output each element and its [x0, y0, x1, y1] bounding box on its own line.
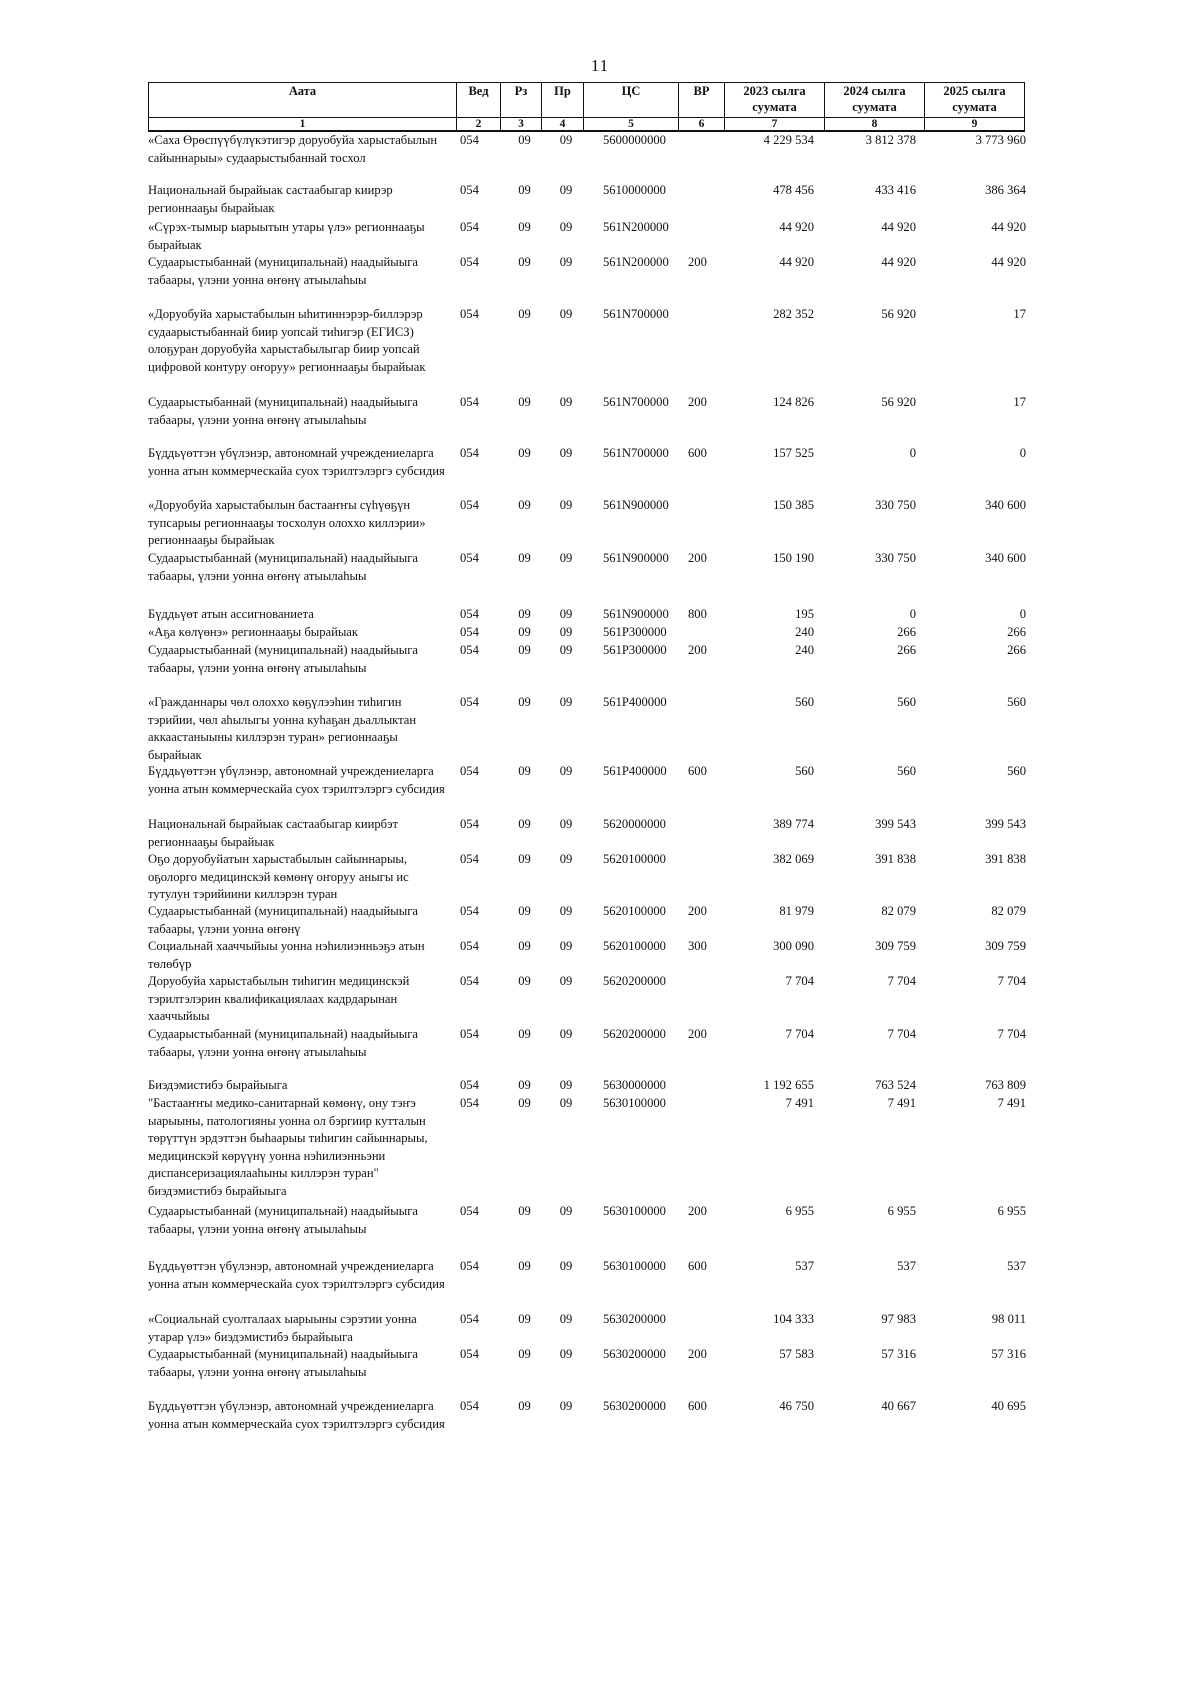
- row-pr: 09: [559, 1259, 573, 1273]
- row-rz: 09: [518, 643, 531, 657]
- table-row: [148, 938, 1028, 973]
- row-2025: 309 759: [985, 939, 1026, 953]
- row-2025: 82 079: [991, 904, 1026, 918]
- header-num-6: 6: [679, 118, 725, 132]
- row-rz: 09: [518, 1204, 531, 1218]
- row-2025: 40 695: [991, 1399, 1026, 1413]
- row-2023: 124 826: [773, 395, 814, 409]
- row-cs: 5620100000: [603, 939, 666, 953]
- row-cs: 5630200000: [603, 1312, 666, 1326]
- row-2024: 57 316: [881, 1347, 916, 1361]
- row-2025: 7 491: [997, 1096, 1026, 1110]
- row-rz: 09: [518, 695, 531, 709]
- row-pr: 09: [559, 551, 573, 565]
- header-num-2: 2: [457, 118, 501, 132]
- row-ved: 054: [460, 255, 479, 269]
- row-2025: 391 838: [985, 852, 1026, 866]
- row-2024: 7 704: [887, 974, 916, 988]
- row-name: «Доруобуйа харыстабылын бастааҥҥы сүһүөҕүн тупсарыы регионнааҕы тосхолун олоххо киллэрии» регионнааҕы бырайыак: [148, 498, 426, 548]
- row-name: Судаарыстыбаннай (муниципальнай) наадыйыыга табаары, үлэни уонна өҥөнү атыылаһыы: [148, 395, 418, 427]
- row-name: «Социальнай суолталаах ыарыыны сэрэтии уонна утарар үлэ» биэдэмистибэ бырайыыга: [148, 1312, 417, 1344]
- header-rz: Рз: [501, 83, 542, 118]
- row-pr: 09: [559, 133, 573, 147]
- row-cs: 5630100000: [603, 1204, 666, 1218]
- row-name: Судаарыстыбаннай (муниципальнай) наадыйыыга табаары, үлэни уонна өҥөнү атыылаһыы: [148, 1204, 418, 1236]
- row-pr: 09: [559, 1204, 573, 1218]
- row-ved: 054: [460, 1027, 479, 1041]
- header-2023: 2023 сылга суумата: [725, 83, 825, 118]
- row-vr: 800: [688, 607, 707, 621]
- row-cs: 5630200000: [603, 1347, 666, 1361]
- row-cs: 561P300000: [603, 643, 667, 657]
- row-pr: 09: [559, 446, 573, 460]
- row-name: Бүддьүөттэн үбүлэнэр, автономнай учреждениеларга уонна атын коммерческайа суох тэрилтэлэргэ субсидия: [148, 764, 445, 796]
- table-row: [148, 1026, 1028, 1061]
- row-name: «Сүрэх-тымыр ыарыытын утары үлэ» регионнааҕы бырайыак: [148, 220, 425, 252]
- row-2023: 57 583: [779, 1347, 814, 1361]
- header-2025: 2025 сылга суумата: [925, 83, 1025, 118]
- row-vr: 200: [688, 551, 707, 565]
- table-row: [148, 550, 1028, 585]
- row-ved: 054: [460, 395, 479, 409]
- row-pr: 09: [559, 255, 573, 269]
- row-2025: 340 600: [985, 498, 1026, 512]
- row-2023: 195: [795, 607, 814, 621]
- row-pr: 09: [559, 220, 573, 234]
- row-2025: 763 809: [985, 1078, 1026, 1092]
- header-num-1: 1: [149, 118, 457, 132]
- row-pr: 09: [559, 1399, 573, 1413]
- row-pr: 09: [559, 764, 573, 778]
- row-2023: 157 525: [773, 446, 814, 460]
- row-pr: 09: [559, 974, 573, 988]
- row-ved: 054: [460, 939, 479, 953]
- header-vr: ВР: [679, 83, 725, 118]
- row-vr: 600: [688, 1259, 707, 1273]
- row-2024: 3 812 378: [865, 133, 916, 147]
- row-cs: 5630200000: [603, 1399, 666, 1413]
- row-pr: 09: [559, 307, 573, 321]
- row-2024: 7 491: [887, 1096, 916, 1110]
- row-name: Социальнай хааччыйыы уонна нэһилиэнньэҕэ атын төлөбүр: [148, 939, 425, 971]
- row-cs: 561N700000: [603, 307, 669, 321]
- header-num-8: 8: [825, 118, 925, 132]
- row-cs: 5610000000: [603, 183, 666, 197]
- row-pr: 09: [559, 643, 573, 657]
- row-pr: 09: [559, 1027, 573, 1041]
- row-cs: 5630100000: [603, 1096, 666, 1110]
- row-2023: 150 385: [773, 498, 814, 512]
- row-name: Судаарыстыбаннай (муниципальнай) наадыйыыга табаары, үлэни уонна өҥөнү атыылаһыы: [148, 1347, 418, 1379]
- table-row: [148, 254, 1028, 289]
- header-num-5: 5: [584, 118, 679, 132]
- row-rz: 09: [518, 395, 531, 409]
- row-cs: 5600000000: [603, 133, 666, 147]
- row-2025: 399 543: [985, 817, 1026, 831]
- header-numbers-row: [149, 118, 1025, 132]
- row-pr: 09: [559, 1347, 573, 1361]
- row-rz: 09: [518, 133, 531, 147]
- row-ved: 054: [460, 904, 479, 918]
- row-pr: 09: [559, 607, 573, 621]
- row-cs: 561P400000: [603, 764, 667, 778]
- row-2025: 340 600: [985, 551, 1026, 565]
- row-2024: 82 079: [881, 904, 916, 918]
- row-pr: 09: [559, 817, 573, 831]
- row-rz: 09: [518, 1096, 531, 1110]
- row-2025: 6 955: [997, 1204, 1026, 1218]
- row-ved: 054: [460, 764, 479, 778]
- header-name: Аата: [149, 83, 457, 118]
- row-2025: 0: [1019, 607, 1026, 621]
- row-2023: 478 456: [773, 183, 814, 197]
- row-2024: 0: [909, 607, 916, 621]
- row-name: "Бастааҥҥы медико-санитарнай көмөнү, ону тэҥэ ыарыыны, патологияны уонна ол бэргиир кутталын төрүттүн эрдэттэн быһаарыы тиһигин сайыннарыы, медицинскэй көрүүнү уонна нэһилиэнньэни диспансеризациялааһыны киллэрэн туран" биэдэмистибэ бырайыыга: [148, 1096, 428, 1198]
- row-cs: 561N900000: [603, 551, 669, 565]
- header-ved: Вед: [457, 83, 501, 118]
- row-2024: 763 524: [875, 1078, 916, 1092]
- row-rz: 09: [518, 904, 531, 918]
- row-name: Судаарыстыбаннай (муниципальнай) наадыйыыга табаары, үлэни уонна өҥөнү: [148, 904, 418, 936]
- row-name: Судаарыстыбаннай (муниципальнай) наадыйыыга табаары, үлэни уонна өҥөнү атыылаһыы: [148, 643, 418, 675]
- row-2024: 560: [897, 764, 916, 778]
- row-2025: 57 316: [991, 1347, 1026, 1361]
- row-name: Судаарыстыбаннай (муниципальнай) наадыйыыга табаары, үлэни уонна өҥөнү атыылаһыы: [148, 1027, 418, 1059]
- row-ved: 054: [460, 1078, 479, 1092]
- row-pr: 09: [559, 695, 573, 709]
- row-pr: 09: [559, 1078, 573, 1092]
- row-2023: 282 352: [773, 307, 814, 321]
- row-vr: 200: [688, 1027, 707, 1041]
- row-2025: 98 011: [991, 1312, 1026, 1326]
- header-cs: ЦС: [584, 83, 679, 118]
- row-2023: 4 229 534: [763, 133, 814, 147]
- row-2024: 433 416: [875, 183, 916, 197]
- header-titles-row: [149, 83, 1025, 118]
- row-2025: 3 773 960: [975, 133, 1026, 147]
- row-name: Национальнай бырайыак састаабыгар киирбэт регионнааҕы бырайыак: [148, 817, 398, 849]
- row-2023: 240: [795, 625, 814, 639]
- row-2024: 44 920: [881, 255, 916, 269]
- row-ved: 054: [460, 817, 479, 831]
- row-pr: 09: [559, 395, 573, 409]
- row-rz: 09: [518, 764, 531, 778]
- row-rz: 09: [518, 1027, 531, 1041]
- table-row: [148, 132, 1028, 167]
- page-number: 11: [590, 56, 610, 75]
- row-ved: 054: [460, 1259, 479, 1273]
- table-row: [148, 694, 1028, 764]
- row-ved: 054: [460, 974, 479, 988]
- row-cs: 5620000000: [603, 817, 666, 831]
- row-vr: 600: [688, 1399, 707, 1413]
- row-2025: 0: [1019, 446, 1026, 460]
- table-row: [148, 497, 1028, 550]
- table-row: [148, 642, 1028, 677]
- row-name: Биэдэмистибэ бырайыыга: [148, 1078, 288, 1092]
- row-ved: 054: [460, 695, 479, 709]
- row-vr: 200: [688, 1347, 707, 1361]
- row-rz: 09: [518, 446, 531, 460]
- row-2025: 44 920: [991, 255, 1026, 269]
- row-rz: 09: [518, 974, 531, 988]
- table-row: [148, 1398, 1028, 1433]
- row-ved: 054: [460, 446, 479, 460]
- row-2024: 56 920: [881, 395, 916, 409]
- row-ved: 054: [460, 852, 479, 866]
- row-2025: 560: [1007, 764, 1026, 778]
- row-2025: 7 704: [997, 1027, 1026, 1041]
- table-row: [148, 1258, 1028, 1293]
- row-vr: 200: [688, 1204, 707, 1218]
- row-pr: 09: [559, 498, 573, 512]
- row-2024: 6 955: [887, 1204, 916, 1218]
- table-row: [148, 1203, 1028, 1238]
- row-rz: 09: [518, 852, 531, 866]
- row-name: Доруобуйа харыстабылын тиһигин медицинскэй тэрилтэлэрин квалификациялаах кадрдарынан хааччыйыы: [148, 974, 410, 1024]
- row-ved: 054: [460, 643, 479, 657]
- row-2023: 44 920: [779, 220, 814, 234]
- row-ved: 054: [460, 1312, 479, 1326]
- row-2023: 150 190: [773, 551, 814, 565]
- row-name: «Гражданнары чөл олоххо көҕүлээһин тиһигин тэрийии, чөл аһылыгы уонна куһаҕан дьаллыктан аккаастаныыны киллэрэн туран» регионнааҕы бырайыак: [148, 695, 417, 762]
- row-2024: 330 750: [875, 498, 916, 512]
- row-ved: 054: [460, 1096, 479, 1110]
- row-2023: 104 333: [773, 1312, 814, 1326]
- row-ved: 054: [460, 307, 479, 321]
- table-row: [148, 445, 1028, 480]
- row-2025: 7 704: [997, 974, 1026, 988]
- row-2025: 44 920: [991, 220, 1026, 234]
- row-cs: 561P300000: [603, 625, 667, 639]
- row-cs: 5620100000: [603, 852, 666, 866]
- row-vr: 200: [688, 395, 707, 409]
- row-2024: 330 750: [875, 551, 916, 565]
- table-row: [148, 851, 1028, 904]
- row-2023: 1 192 655: [763, 1078, 814, 1092]
- row-cs: 561N700000: [603, 395, 669, 409]
- row-2025: 17: [1013, 395, 1026, 409]
- header-pr: Пр: [542, 83, 584, 118]
- row-2024: 560: [897, 695, 916, 709]
- row-rz: 09: [518, 183, 531, 197]
- row-ved: 054: [460, 1204, 479, 1218]
- row-vr: 200: [688, 643, 707, 657]
- row-2024: 40 667: [881, 1399, 916, 1413]
- row-rz: 09: [518, 1399, 531, 1413]
- row-cs: 561N200000: [603, 220, 669, 234]
- row-2025: 266: [1007, 643, 1026, 657]
- row-rz: 09: [518, 307, 531, 321]
- row-name: «Аҕа көлүөнэ» регионнааҕы бырайыак: [148, 625, 359, 639]
- row-2024: 399 543: [875, 817, 916, 831]
- row-2023: 46 750: [779, 1399, 814, 1413]
- table-row: [148, 394, 1028, 429]
- row-2024: 391 838: [875, 852, 916, 866]
- row-2024: 44 920: [881, 220, 916, 234]
- table-row: [148, 816, 1028, 851]
- row-rz: 09: [518, 498, 531, 512]
- row-2023: 240: [795, 643, 814, 657]
- row-name: Национальнай бырайыак састаабыгар киирэр регионнааҕы бырайыак: [148, 183, 393, 215]
- row-name: Бүддьүөттэн үбүлэнэр, автономнай учреждениеларга уонна атын коммерческайа суох тэрилтэлэргэ субсидия: [148, 1259, 445, 1291]
- row-name: Судаарыстыбаннай (муниципальнай) наадыйыыга табаары, үлэни уонна өҥөнү атыылаһыы: [148, 551, 418, 583]
- row-2025: 537: [1007, 1259, 1026, 1273]
- row-pr: 09: [559, 852, 573, 866]
- row-rz: 09: [518, 255, 531, 269]
- row-rz: 09: [518, 817, 531, 831]
- row-2025: 17: [1013, 307, 1026, 321]
- row-ved: 054: [460, 498, 479, 512]
- row-pr: 09: [559, 904, 573, 918]
- row-pr: 09: [559, 1096, 573, 1110]
- row-rz: 09: [518, 625, 531, 639]
- row-2023: 560: [795, 695, 814, 709]
- row-cs: 561N900000: [603, 498, 669, 512]
- row-2023: 560: [795, 764, 814, 778]
- row-rz: 09: [518, 939, 531, 953]
- row-2024: 97 983: [881, 1312, 916, 1326]
- row-2024: 266: [897, 643, 916, 657]
- row-ved: 054: [460, 1347, 479, 1361]
- row-2023: 81 979: [779, 904, 814, 918]
- row-cs: 561P400000: [603, 695, 667, 709]
- row-pr: 09: [559, 183, 573, 197]
- row-2023: 7 704: [785, 1027, 814, 1041]
- table-row: [148, 763, 1028, 798]
- row-pr: 09: [559, 625, 573, 639]
- table-row: [148, 306, 1028, 376]
- row-name: Оҕо доруобуйатын харыстабылын сайыннарыы, оҕолорго медицинскэй көмөнү оҥоруу аныгы ис тутулун тэрийиини киллэрэн туран: [148, 852, 409, 902]
- row-2023: 382 069: [773, 852, 814, 866]
- row-pr: 09: [559, 1312, 573, 1326]
- row-cs: 561N700000: [603, 446, 669, 460]
- table-row: [148, 1077, 1028, 1095]
- row-name: Бүддьүөттэн үбүлэнэр, автономнай учреждениеларга уонна атын коммерческайа суох тэрилтэлэргэ субсидия: [148, 446, 445, 478]
- row-2024: 56 920: [881, 307, 916, 321]
- row-vr: 300: [688, 939, 707, 953]
- row-2024: 7 704: [887, 1027, 916, 1041]
- table-row: [148, 1311, 1028, 1346]
- row-ved: 054: [460, 607, 479, 621]
- row-2023: 6 955: [785, 1204, 814, 1218]
- row-2025: 560: [1007, 695, 1026, 709]
- table-row: [148, 606, 1028, 624]
- header-num-4: 4: [542, 118, 584, 132]
- table-row: [148, 1095, 1028, 1201]
- row-2023: 7 491: [785, 1096, 814, 1110]
- row-2024: 266: [897, 625, 916, 639]
- row-name: «Саха Өрөспүүбүлүкэтигэр доруобуйа харыстабылын сайыннарыы» судаарыстыбаннай тосхол: [148, 133, 438, 165]
- row-name: Бүддьүөт атын ассигнованиета: [148, 607, 314, 621]
- row-ved: 054: [460, 1399, 479, 1413]
- row-rz: 09: [518, 1259, 531, 1273]
- table-row: [148, 1346, 1028, 1381]
- row-ved: 054: [460, 551, 479, 565]
- row-rz: 09: [518, 220, 531, 234]
- row-2023: 300 090: [773, 939, 814, 953]
- row-cs: 5620200000: [603, 1027, 666, 1041]
- header-2024: 2024 сылга суумата: [825, 83, 925, 118]
- row-2024: 0: [909, 446, 916, 460]
- table-row: [148, 903, 1028, 938]
- table-row: [148, 624, 1028, 642]
- row-ved: 054: [460, 625, 479, 639]
- row-2023: 7 704: [785, 974, 814, 988]
- row-cs: 5620100000: [603, 904, 666, 918]
- header-num-7: 7: [725, 118, 825, 132]
- row-2025: 266: [1007, 625, 1026, 639]
- row-ved: 054: [460, 220, 479, 234]
- row-rz: 09: [518, 551, 531, 565]
- table-header: [148, 82, 1024, 132]
- row-vr: 600: [688, 764, 707, 778]
- row-vr: 200: [688, 255, 707, 269]
- table-row: [148, 182, 1028, 217]
- row-2023: 44 920: [779, 255, 814, 269]
- table-row: [148, 219, 1028, 254]
- row-cs: 5630000000: [603, 1078, 666, 1092]
- row-ved: 054: [460, 183, 479, 197]
- row-name: Бүддьүөттэн үбүлэнэр, автономнай учреждениеларга уонна атын коммерческайа суох тэрилтэлэргэ субсидия: [148, 1399, 445, 1431]
- row-pr: 09: [559, 939, 573, 953]
- row-2024: 309 759: [875, 939, 916, 953]
- row-rz: 09: [518, 1078, 531, 1092]
- row-name: «Доруобуйа харыстабылын ыһитиннэрэр-биллэрэр судаарыстыбаннай биир уопсай тиһигэр (ЕГИСЗ) олоҕуран доруобуйа харыстабылыгар биир уопсай цифровой контуру оҥоруу» регионнааҕы бырайыак: [148, 307, 426, 374]
- row-rz: 09: [518, 607, 531, 621]
- header-num-9: 9: [925, 118, 1025, 132]
- row-vr: 200: [688, 904, 707, 918]
- row-2023: 389 774: [773, 817, 814, 831]
- row-rz: 09: [518, 1347, 531, 1361]
- row-cs: 5620200000: [603, 974, 666, 988]
- row-cs: 561N900000: [603, 607, 669, 621]
- row-rz: 09: [518, 1312, 531, 1326]
- header-num-3: 3: [501, 118, 542, 132]
- row-2025: 386 364: [985, 183, 1026, 197]
- row-name: Судаарыстыбаннай (муниципальнай) наадыйыыга табаары, үлэни уонна өҥөнү атыылаһыы: [148, 255, 418, 287]
- row-cs: 561N200000: [603, 255, 669, 269]
- table-row: [148, 973, 1028, 1026]
- row-2023: 537: [795, 1259, 814, 1273]
- row-2024: 537: [897, 1259, 916, 1273]
- row-ved: 054: [460, 133, 479, 147]
- row-vr: 600: [688, 446, 707, 460]
- row-cs: 5630100000: [603, 1259, 666, 1273]
